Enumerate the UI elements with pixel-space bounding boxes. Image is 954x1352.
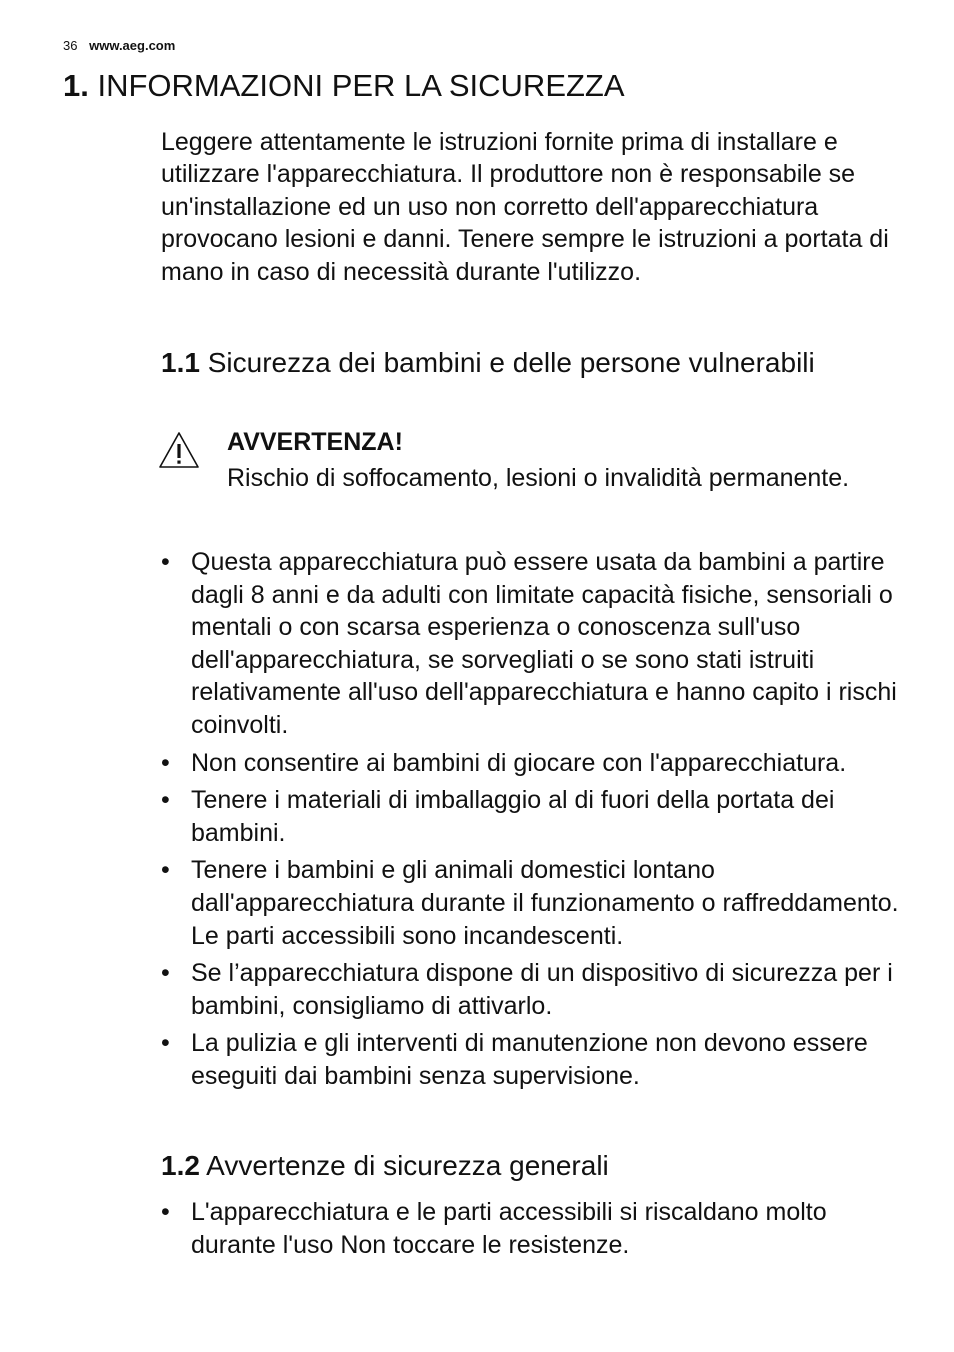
site-url[interactable]: www.aeg.com [89,38,176,53]
subsection-title-text: Avvertenze di sicurezza generali [206,1150,609,1181]
warning-title: AVVERTENZA! [227,428,403,456]
page-header [63,38,175,53]
list-item: • Tenere i bambini e gli animali domestici lontano dall'apparecchiatura durante il funzionamento o raffreddamento. Le parti accessibili sono incandescenti. [161,854,901,952]
subsection-number: 1.2 [161,1150,200,1181]
subsection-title-1-1 [161,345,901,380]
list-item: • Se l’apparecchiatura dispone di un dispositivo di sicurezza per i bambini, consigliamo di attivarlo. [161,957,901,1022]
list-item: • Non consentire ai bambini di giocare con l'apparecchiatura. [161,747,901,780]
subsection-title-1-2 [161,1148,901,1183]
section-title-text: INFORMAZIONI PER LA SICUREZZA [97,68,625,103]
subsection-number: 1.1 [161,347,200,378]
list-item: • L'apparecchiatura e le parti accessibili si riscaldano molto durante l'uso Non toccare le resistenze. [161,1196,901,1261]
child-safety-list [161,546,901,1098]
page-number: 36 [63,38,78,53]
warning-text: Rischio di soffocamento, lesioni o invalidità permanente. [227,464,850,492]
warning-triangle-icon [158,431,200,469]
list-item: • Tenere i materiali di imballaggio al di fuori della portata dei bambini. [161,784,901,849]
list-item: • La pulizia e gli interventi di manutenzione non devono essere eseguiti dai bambini senza supervisione. [161,1027,901,1092]
general-safety-list [161,1196,901,1266]
intro-paragraph: Leggere attentamente le istruzioni fornite prima di installare e utilizzare l'apparecchiatura. Il produttore non è responsabile se un'installazione ed un uso non corretto dell'apparecchiatura provocano lesioni e danni. Tenere sempre le istruzioni a portata di mano in caso di necessità durante l'utilizzo. [161,128,889,286]
list-item: • Questa apparecchiatura può essere usata da bambini a partire dagli 8 anni e da adulti con limitate capacità fisiche, sensoriali o mentali o con scarsa esperienza o conoscenza sull'uso dell'apparecchiatura, se sorvegliati o se sono stati istruiti relativamente all'uso dell'apparecchiatura e hanno capito i rischi coinvolti. [161,546,901,742]
subsection-title-text: Sicurezza dei bambini e delle persone vulnerabili [207,347,815,378]
section-title [63,66,625,106]
section-number: 1. [63,68,89,103]
